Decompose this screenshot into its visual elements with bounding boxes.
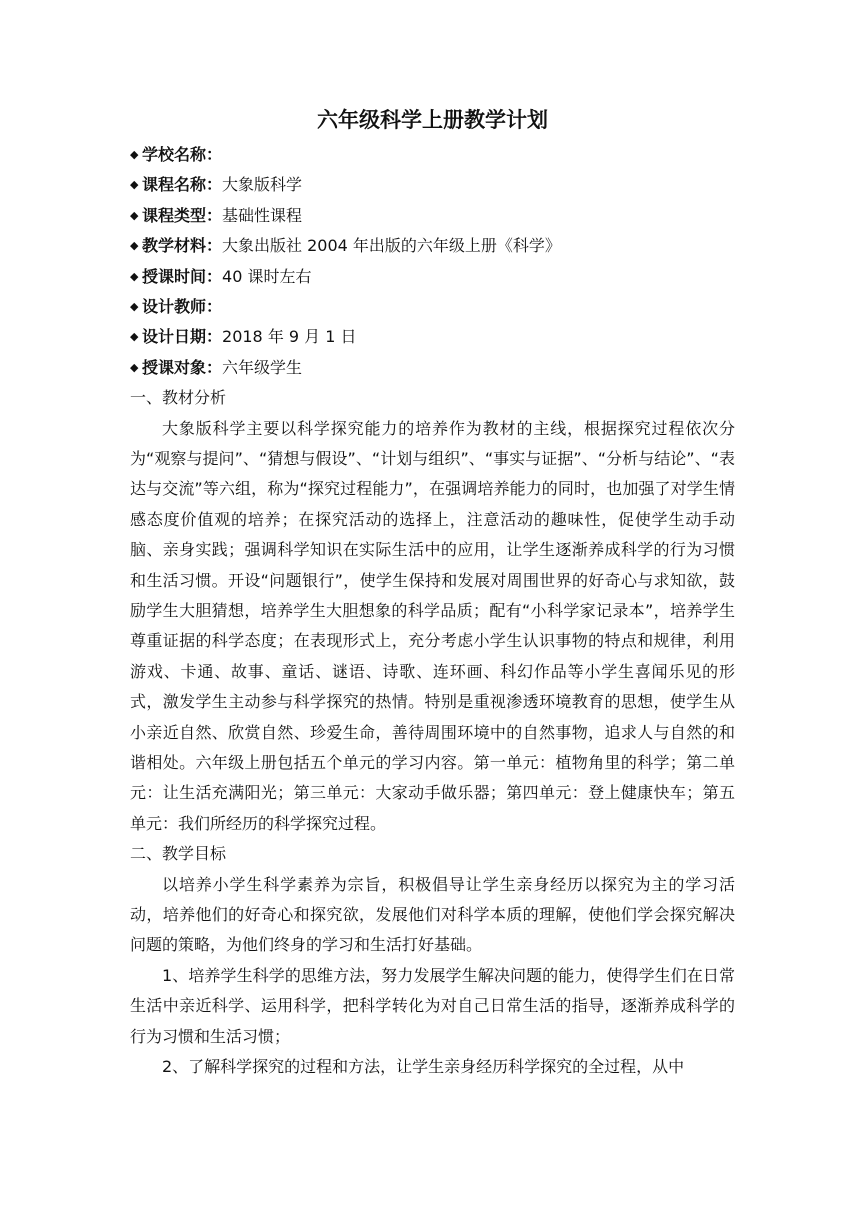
meta-label: 授课对象： xyxy=(142,357,223,377)
section-heading-materials-analysis: 一、教材分析 xyxy=(130,388,227,408)
meta-label: 设计日期： xyxy=(142,327,223,347)
document-page xyxy=(130,100,735,1082)
meta-materials xyxy=(130,231,735,261)
diamond-bullet-icon: ◆ xyxy=(130,360,139,374)
meta-value: 六年级学生 xyxy=(222,357,303,377)
diamond-bullet-icon: ◆ xyxy=(130,178,139,192)
meta-course-type xyxy=(130,201,735,231)
paragraph-materials-analysis: 大象版科学主要以科学探究能力的培养作为教材的主线，根据探究过程依次分为“观察与提问”、“猜想与假设”、“计划与组织”、“事实与证据”、“分析与结论”、“表达与交流”等六组，称为“探究过程能力”，在强调培养能力的同时，也加强了对学生情感态度价值观的培养；在探究活动的选择上，注意活动的趣味性，促使学生动手动脑、亲身实践；强调科学知识在实际生活中的应用，让学生逐渐养成科学的行为习惯和生活习惯。开设“问题银行”，使学生保持和发展对周围世界的好奇心与求知欲，鼓励学生大胆猜想，培养学生大胆想象的科学品质；配有“小科学家记录本”，培养学生尊重证据的科学态度；在表现形式上，充分考虑小学生认识事物的特点和规律，利用游戏、卡通、故事、童话、谜语、诗歌、连环画、科幻作品等小学生喜闻乐见的形式，激发学生主动参与科学探究的热情。特别是重视渗透环境教育的思想，使学生从小亲近自然、欣赏自然、珍爱生命，善待周围环境中的自然事物，追求人与自然的和谐相处。六年级上册包括五个单元的学习内容。第一单元：植物角里的科学；第二单元：让生活充满阳光；第三单元：大家动手做乐器；第四单元：登上健康快车；第五单元：我们所经历的科学探究过程。 xyxy=(130,418,735,833)
diamond-bullet-icon: ◆ xyxy=(130,208,139,222)
meta-value: 基础性课程 xyxy=(222,205,303,225)
meta-label: 课程类型： xyxy=(142,205,223,225)
meta-value: 40 课时左右 xyxy=(222,266,312,286)
meta-audience xyxy=(130,353,735,383)
meta-label: 授课时间： xyxy=(142,266,223,286)
paragraph-goals-intro: 以培养小学生科学素养为宗旨，积极倡导让学生亲身经历以探究为主的学习活动，培养他们的好奇心和探究欲，发展他们对科学本质的理解，使他们学会探究解决问题的策略，为他们终身的学习和生活打好基础。 xyxy=(130,874,735,955)
meta-label: 设计教师： xyxy=(142,296,223,316)
paragraph-goal-2: 2、了解科学探究的过程和方法，让学生亲身经历科学探究的全过程，从中 xyxy=(162,1057,685,1077)
diamond-bullet-icon: ◆ xyxy=(130,148,139,161)
diamond-bullet-icon: ◆ xyxy=(130,239,139,253)
meta-teacher xyxy=(130,292,735,322)
meta-value: 2018 年 9 月 1 日 xyxy=(222,327,357,347)
paragraph-goal-1: 1、培养学生科学的思维方法，努力发展学生解决问题的能力，使得学生们在日常生活中亲近科学、运用科学，把科学转化为对自己日常生活的指导，逐渐养成科学的行为习惯和生活习惯； xyxy=(130,965,735,1046)
meta-label: 教学材料： xyxy=(142,236,223,256)
meta-design-date xyxy=(130,322,735,352)
meta-label: 学校名称： xyxy=(142,145,223,164)
meta-class-hours xyxy=(130,262,735,292)
meta-label: 课程名称： xyxy=(142,175,223,195)
diamond-bullet-icon: ◆ xyxy=(130,299,139,313)
meta-value: 大象版科学 xyxy=(222,175,303,195)
meta-value: 大象出版社 2004 年出版的六年级上册《科学》 xyxy=(222,236,561,256)
document-title: 六年级科学上册教学计划 xyxy=(317,108,548,132)
meta-school-name xyxy=(130,140,735,170)
meta-course-name xyxy=(130,170,735,200)
diamond-bullet-icon: ◆ xyxy=(130,269,139,283)
diamond-bullet-icon: ◆ xyxy=(130,330,139,344)
section-heading-teaching-goals: 二、教学目标 xyxy=(130,844,227,864)
